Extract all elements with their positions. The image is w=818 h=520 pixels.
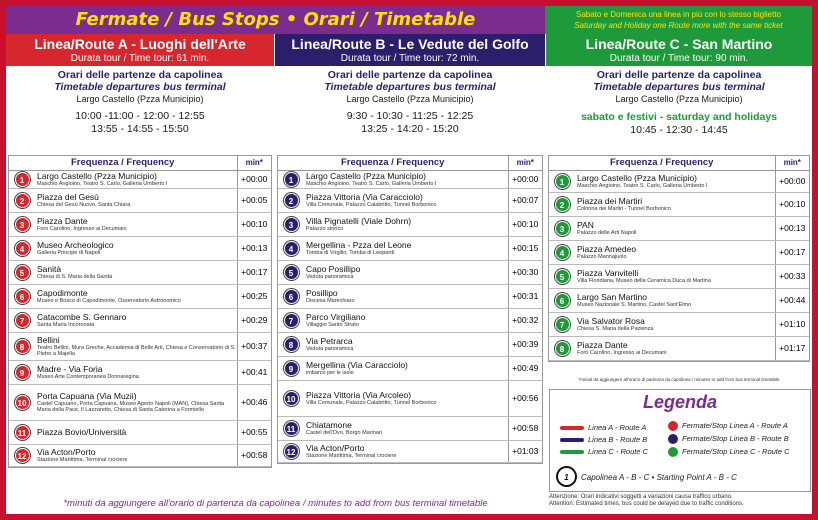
stop-cell [35,212,237,236]
stop-minutes: +00:10 [508,212,542,236]
stop-number-icon: 6 [15,289,30,304]
legend-stop-c [668,447,790,457]
route-a-departures [6,66,274,152]
stop-number-cell [9,308,35,332]
stop-number-cell [549,240,575,264]
stop-number-icon: 4 [555,245,570,260]
stop-name: PAN [577,219,594,230]
stop-number-icon: 8 [284,337,299,352]
stop-name: Capodimonte [37,287,88,298]
stop-number-icon: 5 [15,265,30,280]
holiday-label: sabato e festivi - saturday and holidays [580,111,778,123]
stops-table [549,156,809,361]
stop-name: Via Acton/Porto [306,442,365,453]
table-row [549,216,809,240]
table-row [9,260,271,284]
stop-minutes: +00:33 [775,264,809,288]
stop-number-cell [278,416,304,440]
stop-number-icon: 2 [555,197,570,212]
stop-name: Madre - Via Foria [37,363,103,374]
table-row [9,284,271,308]
stop-number-icon: 2 [15,193,30,208]
stop-sights: Castel Capuano, Porta Capuana, Museo Aperto Napoli (MAN), Chiesa Santa Maria della Pace, Il Lazzaretto, Chiesa di Santa Caterina a Formiello [37,400,225,413]
route-b-stops-table [277,155,543,464]
table-row [278,236,542,260]
table-row [278,308,542,332]
stop-cell [304,380,508,416]
stop-number-icon: 12 [15,448,30,463]
stop-name: Porta Capuana (Via Muzii) [37,390,137,401]
stop-sights: Galleria Principe di Napoli [37,249,101,256]
stop-name: Mergellina (Via Caracciolo) [306,359,408,370]
route-name: Linea/Route C - San Martino [585,36,773,52]
stop-number-icon: 7 [284,313,299,328]
legend-stop-a [668,421,788,431]
stop-number-icon: 3 [555,221,570,236]
stop-sights: Museo Nazionale S. Martino, Castel Sant'Elmo [577,301,692,308]
stop-cell [304,212,508,236]
stop-minutes: +00:46 [237,384,271,420]
table-row [9,384,271,420]
stop-sights: Veduta panoramica [306,345,354,352]
stop-cell [575,312,775,336]
stop-sights: Foro Carolino, Ingresso ai Decumani [37,225,127,232]
stop-minutes: +00:13 [775,216,809,240]
banner-line-1: Sabato e Domenica una linea in più con lo stesso biglietto [575,10,782,19]
stop-number-cell [278,356,304,380]
stop-sights: Maschio Angioino, Teatro S. Carlo, Galleria Umberto I [577,182,708,189]
legend-start-label: Capolinea A - B - C • Starting Point A - B - C [581,473,737,482]
route-a-stops-table [8,155,272,468]
stop-name: Piazza Amedeo [577,243,637,254]
terminal-location: Largo Castello (Pzza Municipio) [615,94,743,104]
stop-sights: Villa Comunale, Palazzo Calabritto, Tunnel Borbonico [306,201,437,208]
stop-a-dot-icon [668,421,678,431]
stop-number-icon: 5 [284,265,299,280]
stop-minutes: +00:58 [237,444,271,466]
stop-number-cell [278,260,304,284]
stop-cell [35,260,237,284]
stop-number-cell [278,236,304,260]
col-minutes: min* [237,156,271,170]
table-row [549,312,809,336]
departure-times-2: 13:25 - 14:20 - 15:20 [361,123,459,135]
stop-number-icon: 5 [555,269,570,284]
table-header [549,156,809,170]
stop-sights: Chiesa del Gesù Nuovo, Santa Chiara [37,201,131,208]
attention-it: Attenzione: Orari indicativi soggetti a variazioni causa traffico urbano. [549,494,733,500]
table-row [9,444,271,466]
stop-cell [575,240,775,264]
stop-sights: Discesa Marechiaro [306,297,355,304]
terminal-location: Largo Castello (Pzza Municipio) [76,94,204,104]
stop-cell [35,360,237,384]
stop-number-icon: 3 [284,217,299,232]
stop-cell [35,384,237,420]
route-name: Linea/Route A - Luoghi dell'Arte [34,36,246,52]
attention-note [549,494,811,508]
stop-sights: Teatro Bellini, Mura Greche, Accademia di Belle Arti, Chiesa e Conservatorio di S. Pietro a Majella [37,344,236,357]
stop-name: Largo Castello (Pzza Municipio) [306,170,426,181]
stop-minutes: +00:32 [508,308,542,332]
col-frequency: Frequenza / Frequency [549,156,775,170]
stop-minutes: +00:39 [508,332,542,356]
legend-start [558,468,737,485]
stop-name: Largo Castello (Pzza Municipio) [37,170,157,181]
stop-b-dot-icon [668,434,678,444]
table-row [9,332,271,360]
stop-cell [35,236,237,260]
stop-minutes: +00:31 [508,284,542,308]
stop-number-icon: 4 [284,241,299,256]
table-row [9,188,271,212]
stop-sights: Maschio Angioino, Teatro S. Carlo, Galleria Umberto I [37,180,168,187]
stop-minutes: +00:13 [237,236,271,260]
stop-number-cell [549,312,575,336]
legend-line-a-label: Linea A - Route A [588,423,647,432]
stop-cell [304,170,508,188]
stop-minutes: +00:05 [237,188,271,212]
departures-heading: Orari delle partenze da capolinea [596,69,762,81]
route-c-departures [546,66,812,152]
route-c-header [546,34,812,66]
stop-sights: Villaggio Santo Strato [306,321,359,328]
stop-sights: Villa Comunale, Palazzo Calabritto, Tunnel Borbonico [306,399,437,406]
stop-name: Museo Archeologico [37,239,114,250]
stop-number-icon: 11 [284,421,299,436]
stop-minutes: +00:55 [237,420,271,444]
stop-minutes: +01:10 [775,312,809,336]
stop-sights: Palazzo delle Arti Napoli [577,229,637,236]
stop-minutes: +00:58 [508,416,542,440]
table-row [278,332,542,356]
stops-table [9,156,271,467]
stop-cell [575,170,775,192]
stop-number-cell [278,212,304,236]
stop-name: Piazza dei Martiri [577,195,643,206]
legend-title: Legenda [642,392,717,412]
stop-minutes: +00:44 [775,288,809,312]
stop-minutes: +01:03 [508,440,542,462]
stop-cell [35,308,237,332]
legend-line-b [560,435,647,444]
stop-sights: Tomba di Virgilio, Tomba di Leopardi [306,249,395,256]
timetable-card [6,6,812,514]
stop-sights: Maschio Angioino, Teatro S. Carlo, Galleria Umberto I [306,180,437,187]
departures-heading-en: Timetable departures bus terminal [593,81,765,93]
table-row [549,264,809,288]
route-duration: Durata tour / Time tour: 61 min. [70,53,210,64]
stop-sights: Museo Arte Contemporanea Donnaregina [37,373,139,380]
stop-number-icon: 7 [15,313,30,328]
stop-number-cell [9,170,35,188]
stop-cell [35,188,237,212]
table-row [549,192,809,216]
stop-cell [35,332,237,360]
col-frequency: Frequenza / Frequency [278,156,508,170]
stop-number-cell [549,336,575,360]
stop-cell [304,416,508,440]
stop-sights: Stazione Marittima, Terminal crociere [37,456,128,463]
stop-cell [304,284,508,308]
departure-times-1: 10:00 -11:00 - 12:00 - 12:55 [75,110,205,122]
route-b-header [275,34,545,66]
stop-number-cell [278,308,304,332]
stop-cell [304,236,508,260]
stops-table [278,156,542,463]
table-row [9,420,271,444]
stop-cell [304,356,508,380]
stop-minutes: +00:00 [775,170,809,192]
stop-number-cell [278,188,304,212]
stop-name: Bellini [37,334,60,345]
col-minutes: min* [775,156,809,170]
stop-sights: Chiesa S. Maria della Pazienza [577,325,654,332]
stop-name: Piazza Bovio/Università [37,426,127,437]
route-b-departures [275,66,545,152]
table-row [278,212,542,236]
stop-minutes: +00:10 [237,212,271,236]
stop-number-cell [9,332,35,360]
stop-number-icon: 9 [15,365,30,380]
route-c-stops-table [548,155,810,362]
stop-number-cell [9,360,35,384]
stop-number-cell [9,420,35,444]
table-row [549,170,809,192]
stop-minutes: +00:17 [237,260,271,284]
stop-cell [575,216,775,240]
legend-line-c [560,447,648,456]
stop-minutes: +00:29 [237,308,271,332]
table-header [278,156,542,170]
stop-number-cell [278,170,304,188]
stop-name: Largo Castello (Pzza Municipio) [577,172,697,183]
stop-minutes: +00:41 [237,360,271,384]
stop-c-dot-icon [668,447,678,457]
stop-sights: Villa Floridiana, Museo della Ceramica Duca di Martina [577,277,711,284]
stop-number-cell [549,170,575,192]
stop-name: Catacombe S. Gennaro [37,311,127,322]
route-c-banner [545,6,812,34]
stop-number-cell [278,284,304,308]
departures-heading: Orari delle partenze da capolinea [57,69,223,81]
stop-cell [35,420,237,444]
stop-number-icon: 10 [284,391,299,406]
stop-number-cell [549,216,575,240]
stop-sights: Palazzo Mannajuolo [577,253,627,260]
stop-number-cell [9,384,35,420]
stop-minutes: +00:00 [237,170,271,188]
route-a-header [6,34,274,66]
terminal-location: Largo Castello (Pzza Municipio) [346,94,474,104]
stop-number-icon: 10 [15,395,30,410]
line-a-swatch [560,426,584,430]
departure-times-1: 9:30 - 10:30 - 11:25 - 12:25 [346,110,474,122]
stop-name: Via Petrarca [306,335,353,346]
stop-minutes: +00:30 [508,260,542,284]
page-title: Fermate / Bus Stops • Orari / Timetable [6,6,545,34]
stop-sights: imbarco per le isole [306,369,354,376]
stop-minutes: +01:17 [775,336,809,360]
stop-name: Via Acton/Porto [37,446,96,457]
legend-stop-a-label: Fermate/Stop Linea A - Route A [682,421,788,430]
stop-number-cell [9,212,35,236]
legend-line-b-label: Linea B - Route B [588,435,648,444]
banner-line-2: Saturday and Holiday one Route more with the same ticket [574,21,783,30]
stop-cell [304,188,508,212]
stop-name: Piazza Dante [37,215,88,226]
departure-times-3: 10:45 - 12:30 - 14:45 [630,124,728,136]
stop-name: Sanità [37,263,62,274]
table-row [278,260,542,284]
stop-cell [575,336,775,360]
line-c-swatch [560,450,584,454]
stop-cell [575,192,775,216]
legend [549,389,811,492]
stop-number-icon: 1 [15,172,30,187]
stop-number-icon: 9 [284,361,299,376]
legend-stop-b-label: Fermate/Stop Linea B - Route B [682,434,789,443]
stop-name: Largo San Martino [577,291,647,302]
legend-line-a [560,423,646,432]
stop-cell [35,170,237,188]
table-row [9,212,271,236]
stop-number-icon: 12 [284,444,299,459]
table-row [549,336,809,360]
stop-minutes: +00:17 [775,240,809,264]
starting-point-icon: 1 [558,468,575,485]
stop-number-cell [278,440,304,462]
stop-name: Piazza del Gesù [37,191,99,202]
stop-cell [304,260,508,284]
stop-number-icon: 8 [15,339,30,354]
stop-minutes: +00:10 [775,192,809,216]
stop-name: Chiatamone [306,419,352,430]
legend-line-c-label: Linea C - Route C [588,447,649,456]
table-row [549,240,809,264]
stop-name: Piazza Vittoria (Via Caracciolo) [306,191,423,202]
table-header [9,156,271,170]
stop-number-icon: 1 [555,174,570,189]
table-row [278,170,542,188]
stop-name: Mergellina - Pzza del Leone [306,239,412,250]
stop-name: Parco Virgiliano [306,311,366,322]
stop-cell [304,332,508,356]
stop-number-icon: 6 [284,289,299,304]
stop-cell [35,444,237,466]
table-row [278,380,542,416]
col-frequency: Frequenza / Frequency [9,156,237,170]
stop-sights: Castel dell'Ovo, Borgo Marinari [306,429,382,436]
table-row [9,308,271,332]
legend-stop-c-label: Fermate/Stop Linea C - Route C [682,447,790,456]
route-duration: Durata tour / Time tour: 72 min. [340,53,480,64]
stop-name: Piazza Vittoria (Via Arcoleo) [306,389,412,400]
stop-minutes: +00:49 [508,356,542,380]
departures-heading-en: Timetable departures bus terminal [54,81,226,93]
departures-heading: Orari delle partenze da capolinea [327,69,493,81]
stop-sights: Veduta panoramica [306,273,354,280]
stop-cell [575,264,775,288]
stop-number-icon: 11 [15,425,30,440]
stop-number-cell [9,188,35,212]
table-row [549,288,809,312]
stop-minutes: +00:56 [508,380,542,416]
stop-sights: Museo e Bosco di Capodimonte, Osservatorio Astronomico [37,297,181,304]
stop-minutes: +00:37 [237,332,271,360]
line-b-swatch [560,438,584,442]
stop-number-cell [549,264,575,288]
stop-cell [35,284,237,308]
stop-number-icon: 4 [15,241,30,256]
stop-name: Piazza Dante [577,339,628,350]
stop-sights: Foro Carolino, Ingresso ai Decumani [577,349,667,356]
stop-number-cell [278,332,304,356]
table-row [9,360,271,384]
stop-name: Posillipo [306,287,338,298]
stop-minutes: +00:07 [508,188,542,212]
stop-number-cell [549,288,575,312]
departures-heading-en: Timetable departures bus terminal [324,81,496,93]
stop-number-cell [549,192,575,216]
stop-number-icon: 7 [555,317,570,332]
stop-number-cell [9,284,35,308]
table-row [278,188,542,212]
footnote-small: *minuti da aggiungere all'orario di partenza da capolinea / minutes to add from bus terminal timetable [578,377,780,382]
stop-cell [304,440,508,462]
stop-minutes: +00:25 [237,284,271,308]
stop-number-cell [9,236,35,260]
stop-sights: Stazione Marittima, Terminal crociere [306,452,397,459]
stop-sights: Colonna dei Martiri - Tunnel Borbonico [577,205,671,212]
legend-stop-b [668,434,789,444]
stop-number-cell [278,380,304,416]
table-row [278,416,542,440]
attention-en: Attention: Estimated times, bus could be delayed due to traffic conditions. [549,501,744,507]
stop-sights: Chiesa di S. Maria della Sanità [37,273,113,280]
departure-times-2: 13:55 - 14:55 - 15:50 [91,123,189,135]
table-row [278,284,542,308]
stop-sights: Palazzo storico [306,225,344,232]
stop-cell [304,308,508,332]
route-name: Linea/Route B - Le Vedute del Golfo [291,36,529,52]
stop-number-icon: 1 [284,172,299,187]
stop-number-icon: 3 [15,217,30,232]
stop-number-icon: 2 [284,193,299,208]
stop-cell [575,288,775,312]
route-duration: Durata tour / Time tour: 90 min. [609,53,749,64]
col-minutes: min* [508,156,542,170]
stop-sights: Santa Maria Incoronata [37,321,95,328]
stop-number-icon: 8 [555,341,570,356]
footnote: *minuti da aggiungere all'orario di partenza da capolinea / minutes to add from bus terminal timetable [63,498,488,509]
stop-minutes: +00:15 [508,236,542,260]
table-row [9,236,271,260]
stop-name: Villa Pignatelli (Viale Dohrn) [306,215,412,226]
stop-number-cell [9,444,35,466]
stop-name: Via Salvator Rosa [577,315,645,326]
table-row [278,356,542,380]
stop-number-icon: 6 [555,293,570,308]
table-row [278,440,542,462]
stop-number-cell [9,260,35,284]
stop-name: Piazza Vanvitelli [577,267,639,278]
stop-minutes: +00:00 [508,170,542,188]
stop-name: Capo Posillipo [306,263,361,274]
table-row [9,170,271,188]
